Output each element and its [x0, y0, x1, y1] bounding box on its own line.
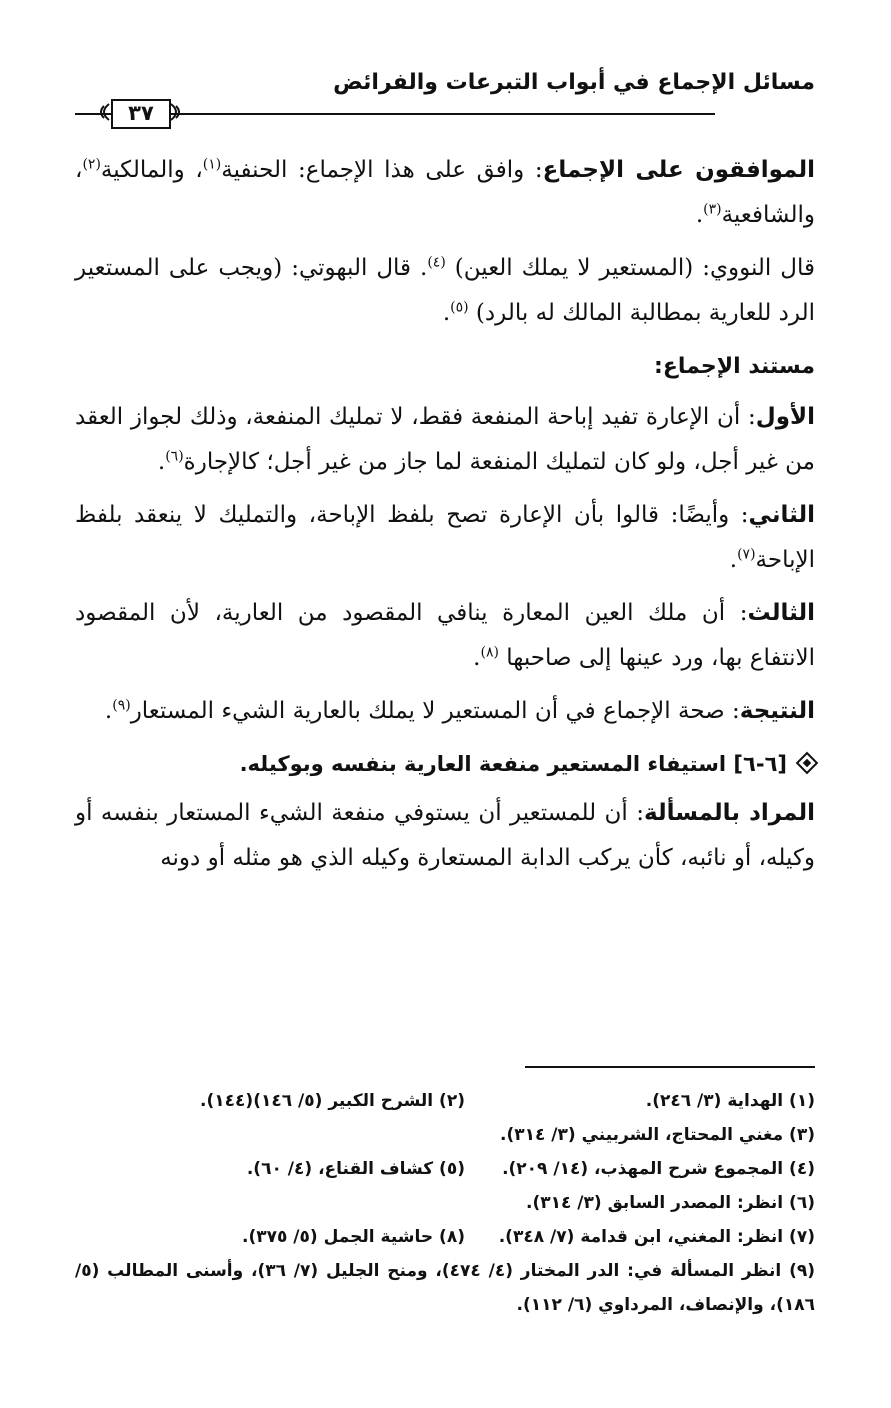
text-run: : أن ملك العين المعارة ينافي المقصود من العارية، لأن المقصود الانتفاع بها، ورد عينها إلى صاحبها	[75, 600, 815, 671]
page-number: ٣٧	[128, 101, 154, 125]
footnote-2: (٢) الشرح الكبير (٥/ ١٤٦)(١٤٤).	[200, 1091, 465, 1111]
footnote-row	[75, 1186, 815, 1220]
lead-term: الأول	[755, 404, 815, 430]
footnote-7: (٧) انظر: المغني، ابن قدامة (٧/ ٣٤٨).	[498, 1227, 815, 1247]
page-number-ornament	[97, 98, 183, 128]
text-run: قال النووي: (المستعير لا يملك العين)	[445, 255, 815, 281]
footnote-ref[interactable]: (٩)	[112, 697, 131, 714]
footnote-ref[interactable]: (٣)	[703, 201, 722, 218]
ornament-right-icon	[169, 102, 183, 122]
text-run: : وأيضًا: قالوا بأن الإعارة تصح بلفظ الإباحة، والتمليك لا ينعقد بلفظ الإباحة	[75, 502, 815, 573]
running-title: مسائل الإجماع في أبواب التبرعات والفرائض	[333, 70, 815, 95]
paragraph-meaning	[75, 791, 815, 881]
footnote-ref[interactable]: (١)	[202, 156, 222, 173]
lead-term: الموافقون على الإجماع	[542, 157, 815, 183]
issue-title-text: [٦-٦] استيفاء المستعير منفعة العارية بنفسه وبوكيله.	[239, 752, 787, 776]
footnote-row	[75, 1152, 815, 1186]
text-run: .	[104, 698, 113, 724]
paragraph-agreeing	[75, 148, 815, 238]
footnote-6: (٦) انظر: المصدر السابق (٣/ ٣١٤).	[526, 1193, 815, 1213]
paragraph-third	[75, 591, 815, 681]
footnote-row	[75, 1220, 815, 1254]
footnote-1: (١) الهداية (٣/ ٢٤٦).	[645, 1091, 815, 1111]
lead-term: الثالث	[747, 600, 815, 626]
section-heading: مستند الإجماع:	[654, 354, 815, 379]
footnote-row	[75, 1084, 815, 1118]
text-run: .	[442, 300, 451, 326]
footnote-8: (٨) حاشية الجمل (٥/ ٣٧٥).	[241, 1227, 465, 1247]
footnote-9: (٩) انظر المسألة في: الدر المختار (٤/ ٤٧٤)، ومنح الجليل (٧/ ٣٦)، وأسنى المطالب (٥/ ١٨٦)، والإنصاف، المرداوي (٦/ ١١٢).	[75, 1261, 816, 1315]
text-run: : وافق على هذا الإجماع: الحنفية	[221, 157, 543, 183]
text-run: : صحة الإجماع في أن المستعير لا يملك بالعارية الشيء المستعار	[130, 698, 740, 724]
text-run: .	[729, 547, 738, 573]
ornament-left-icon	[97, 102, 111, 122]
text-run: . قال البهوتي: (ويجب على المستعير الرد للعارية بمطالبة المالك له بالرد)	[75, 255, 815, 326]
footnote-ref[interactable]: (٤)	[427, 254, 446, 271]
footnote-ref[interactable]: (٢)	[82, 156, 101, 173]
lead-term: النتيجة	[739, 698, 815, 724]
footnotes	[75, 1084, 815, 1322]
text-run: .	[473, 645, 481, 671]
paragraph-result	[75, 689, 815, 734]
main-text	[75, 148, 815, 889]
text-run: .	[157, 449, 166, 475]
diamond-bullet-icon	[796, 752, 819, 775]
issue-title	[75, 742, 815, 787]
footnote-separator	[525, 1066, 815, 1068]
footnote-ref[interactable]: (٧)	[737, 546, 756, 563]
footnote-3: (٣) مغني المحتاج، الشربيني (٣/ ٣١٤).	[500, 1125, 815, 1145]
footnote-ref[interactable]: (٨)	[480, 644, 499, 661]
footnote-ref[interactable]: (٦)	[165, 448, 184, 465]
text-run: ، والشافعية	[75, 157, 815, 228]
footnote-4: (٤) المجموع شرح المهذب، (١٤/ ٢٠٩).	[502, 1159, 815, 1179]
text-run: : أن الإعارة تفيد إباحة المنفعة فقط، لا تمليك المنفعة، وذلك لجواز العقد من غير أجل، ولو كان لتمليك المنفعة لما جاز من غير أجل؛ كالإجارة	[75, 404, 815, 475]
footnote-ref[interactable]: (٥)	[450, 299, 469, 316]
paragraph-first	[75, 395, 815, 485]
footnote-row	[75, 1118, 815, 1152]
footnote-5: (٥) كشاف القناع، (٤/ ٦٠).	[246, 1159, 465, 1179]
text-run: : أن للمستعير أن يستوفي منفعة الشيء المستعار بنفسه أو وكيله، أو نائبه، كأن يركب الدابة المستعارة وكيله الذي هو مثله أو دونه	[75, 800, 815, 871]
lead-term: المراد بالمسألة	[644, 800, 816, 826]
text-run: ، والمالكية	[100, 157, 203, 183]
lead-term: الثاني	[748, 502, 815, 528]
paragraph-quotes	[75, 246, 815, 336]
text-run: .	[695, 202, 704, 228]
header-rule	[75, 98, 815, 128]
paragraph-second	[75, 493, 815, 583]
